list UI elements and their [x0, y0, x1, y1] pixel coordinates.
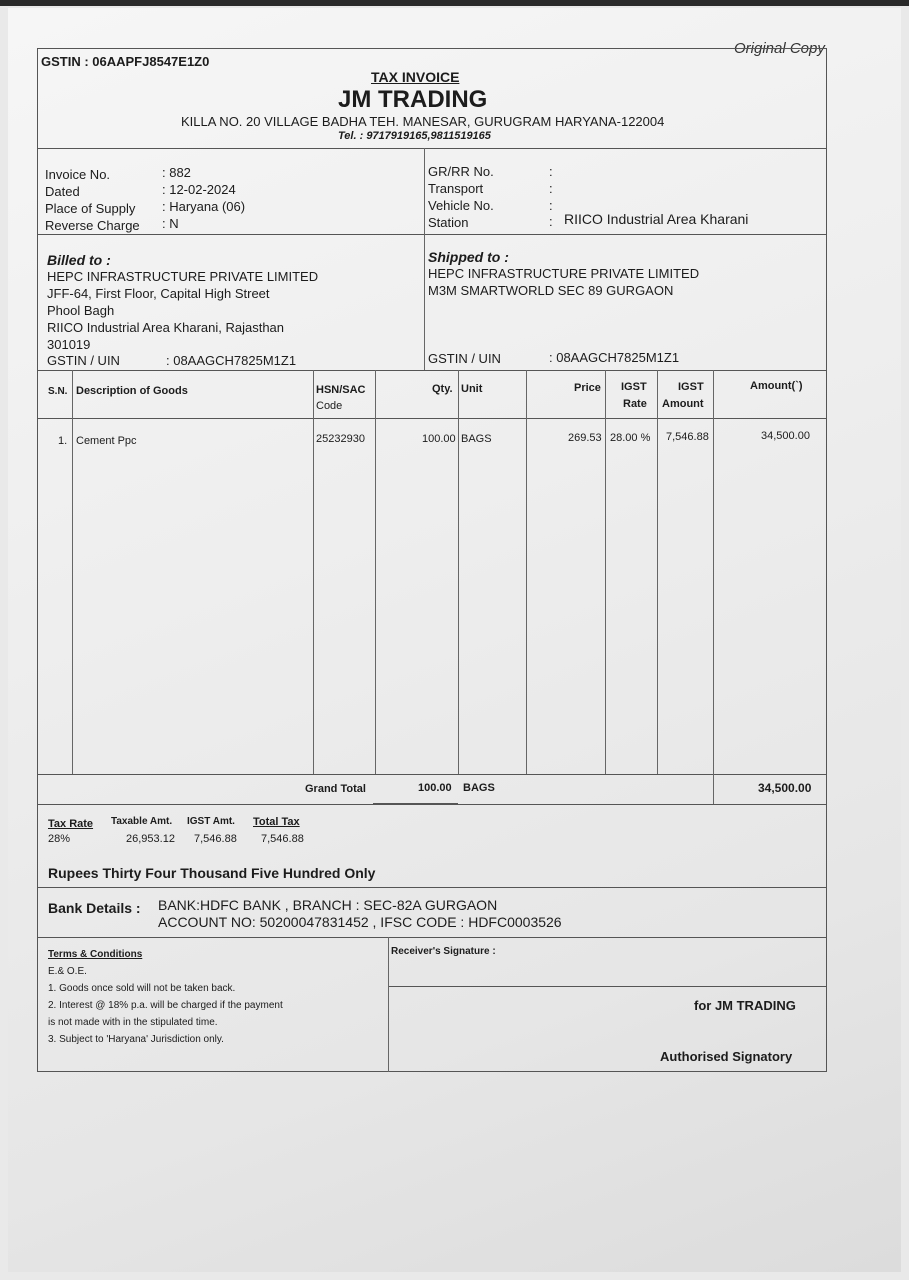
- column-divider: [526, 370, 527, 774]
- vehicle-label: Vehicle No.: [428, 198, 494, 213]
- receiver-signature-label: Receiver's Signature :: [391, 946, 496, 957]
- photo-top-edge: [0, 0, 909, 6]
- hsn-code-header: Code: [316, 400, 343, 412]
- company-name: JM TRADING: [338, 86, 488, 113]
- billed-line: RIICO Industrial Area Kharani, Rajasthan: [47, 320, 285, 335]
- billed-line: Phool Bagh: [47, 303, 115, 318]
- price-header: Price: [574, 382, 601, 394]
- tax-rate-header: Tax Rate: [48, 818, 94, 830]
- reverse-charge-value: : N: [162, 216, 179, 231]
- copy-label: Original Copy: [734, 40, 825, 57]
- row-amount: 34,500.00: [761, 430, 810, 442]
- invoice-sheet: [8, 8, 901, 1272]
- billed-line: HEPC INFRASTRUCTURE PRIVATE LIMITED: [47, 269, 319, 284]
- divider: [37, 937, 827, 938]
- shipped-gstin-value: : 08AAGCH7825M1Z1: [549, 350, 680, 365]
- amount-header: Amount(`): [750, 380, 803, 392]
- column-divider: [424, 148, 425, 370]
- invoice-number-label: Invoice No.: [45, 167, 111, 182]
- column-divider: [657, 370, 658, 774]
- taxable-amt-header: Taxable Amt.: [111, 816, 173, 827]
- billed-line: 301019: [47, 337, 91, 352]
- place-of-supply-label: Place of Supply: [45, 201, 136, 216]
- row-description: Cement Ppc: [76, 435, 137, 447]
- authorised-signatory-label: Authorised Signatory: [660, 1049, 793, 1064]
- dated-label: Dated: [45, 184, 80, 199]
- bank-details-label: Bank Details :: [48, 900, 141, 916]
- divider: [388, 986, 827, 987]
- colon: :: [549, 214, 553, 229]
- bank-line-2: ACCOUNT NO: 50200047831452 , IFSC CODE : HDFC0003526: [158, 914, 562, 930]
- row-price: 269.53: [568, 432, 602, 444]
- divider: [37, 887, 827, 888]
- shipped-line: M3M SMARTWORLD SEC 89 GURGAON: [428, 283, 674, 298]
- row-hsn: 25232930: [316, 433, 365, 445]
- gr-rr-label: GR/RR No.: [428, 164, 494, 179]
- divider: [37, 774, 827, 775]
- hsn-header: HSN/SAC: [316, 384, 366, 396]
- divider: [37, 148, 827, 149]
- terms-line: 2. Interest @ 18% p.a. will be charged if the payment: [48, 1000, 283, 1011]
- document-title: TAX INVOICE: [371, 69, 460, 85]
- billed-gstin-value: : 08AAGCH7825M1Z1: [166, 353, 297, 368]
- dated-value: : 12-02-2024: [162, 182, 236, 197]
- row-qty: 100.00: [422, 433, 456, 445]
- station-value: RIICO Industrial Area Kharani: [564, 211, 749, 227]
- reverse-charge-label: Reverse Charge: [45, 218, 140, 233]
- grand-total-label: Grand Total: [305, 783, 366, 795]
- column-divider: [72, 370, 73, 774]
- grand-total-amount: 34,500.00: [758, 781, 812, 795]
- seller-gstin: GSTIN : 06AAPFJ8547E1Z0: [41, 54, 210, 69]
- divider: [37, 370, 827, 371]
- column-divider: [713, 370, 714, 804]
- unit-header: Unit: [461, 383, 483, 395]
- terms-line: is not made with in the stipulated time.: [48, 1017, 218, 1028]
- description-header: Description of Goods: [76, 385, 188, 397]
- igst-amount-header: Amount: [662, 398, 704, 410]
- total-tax-value: 7,546.88: [261, 833, 304, 845]
- igst-amt-header: IGST Amt.: [187, 816, 235, 827]
- station-label: Station: [428, 215, 469, 230]
- total-tax-header: Total Tax: [253, 816, 300, 828]
- row-igst-rate: 28.00 %: [610, 432, 651, 444]
- column-divider: [388, 937, 389, 1072]
- row-sn: 1.: [58, 435, 68, 447]
- divider: [37, 418, 827, 419]
- row-igst-amount: 7,546.88: [666, 431, 709, 443]
- terms-line: 1. Goods once sold will not be taken back.: [48, 983, 236, 994]
- company-address: KILLA NO. 20 VILLAGE BADHA TEH. MANESAR, GURUGRAM HARYANA-122004: [181, 114, 665, 129]
- amount-in-words: Rupees Thirty Four Thousand Five Hundred Only: [48, 865, 376, 881]
- terms-line: E.& O.E.: [48, 966, 87, 977]
- column-divider: [375, 370, 376, 774]
- bank-line-1: BANK:HDFC BANK , BRANCH : SEC-82A GURGAON: [158, 897, 498, 913]
- place-of-supply-value: : Haryana (06): [162, 199, 246, 214]
- sn-header: S.N.: [48, 386, 68, 397]
- shipped-gstin-label: GSTIN / UIN: [428, 351, 501, 366]
- igst-amount-header-top: IGST: [678, 381, 704, 393]
- qty-header: Qty.: [432, 383, 453, 395]
- terms-heading: Terms & Conditions: [48, 949, 143, 960]
- column-divider: [458, 370, 459, 774]
- shipped-line: HEPC INFRASTRUCTURE PRIVATE LIMITED: [428, 266, 700, 281]
- terms-line: 3. Subject to 'Haryana' Jurisdiction only.: [48, 1034, 224, 1045]
- billed-line: JFF-64, First Floor, Capital High Street: [47, 286, 270, 301]
- tax-rate-value: 28%: [48, 833, 71, 845]
- divider: [37, 234, 827, 235]
- row-unit: BAGS: [461, 433, 492, 445]
- taxable-amt-value: 26,953.12: [126, 833, 175, 845]
- colon: :: [549, 164, 553, 179]
- colon: :: [549, 198, 553, 213]
- underline: [373, 803, 458, 804]
- igst-rate-header: Rate: [623, 398, 647, 410]
- grand-total-unit: BAGS: [463, 782, 495, 794]
- divider: [37, 804, 827, 805]
- invoice-number-value: : 882: [162, 165, 191, 180]
- shipped-to-heading: Shipped to :: [428, 249, 509, 265]
- colon: :: [549, 181, 553, 196]
- igst-rate-header-top: IGST: [621, 381, 647, 393]
- igst-amt-value: 7,546.88: [194, 833, 237, 845]
- grand-total-qty: 100.00: [418, 782, 452, 794]
- company-phone: Tel. : 9717919165,9811519165: [338, 130, 491, 142]
- column-divider: [313, 370, 314, 774]
- billed-to-heading: Billed to :: [47, 252, 111, 268]
- billed-gstin-label: GSTIN / UIN: [47, 353, 120, 368]
- transport-label: Transport: [428, 181, 484, 196]
- column-divider: [605, 370, 606, 774]
- for-company-label: for JM TRADING: [694, 998, 796, 1013]
